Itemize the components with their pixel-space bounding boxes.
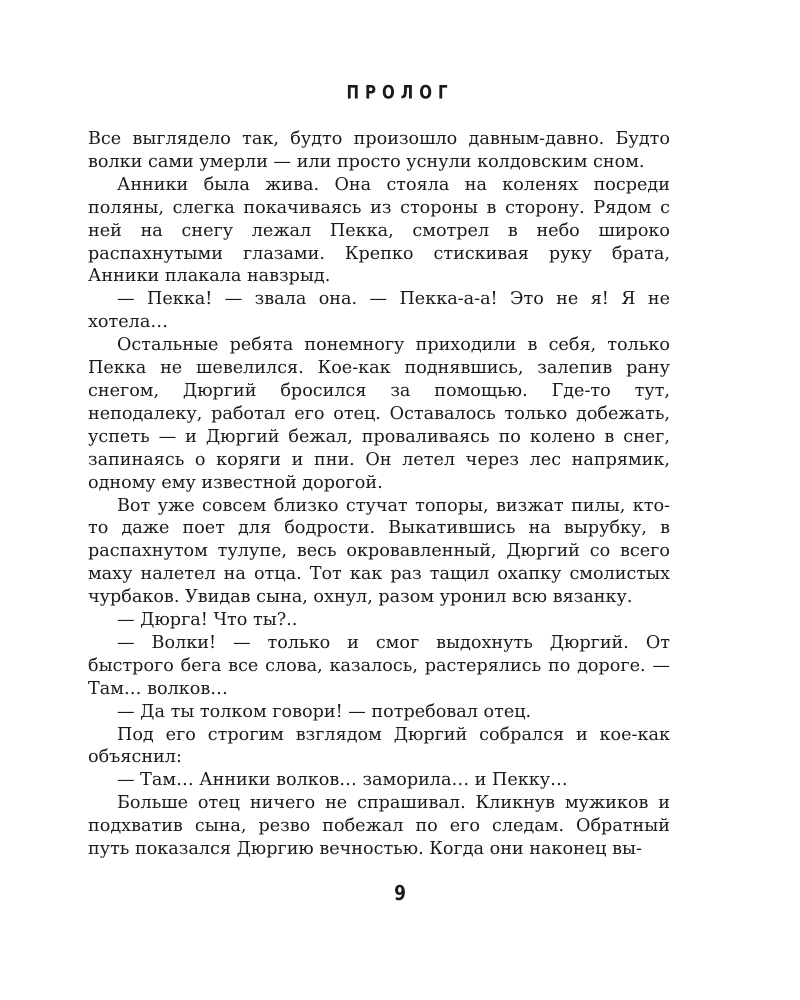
paragraph: Остальные ребята понемногу приходили в себя, только Пекка не шевелился. Кое-как поднявшись, залепив рану снегом, Дюргий бросился за помощью. Где-то тут, неподалеку, работал его отец. Оставалось только добежать, успеть — и Дюргий бежал, проваливаясь по колено в снег, запинаясь о коряги и пни. Он летел через лес напрямик, одному ему известной дорогой. <box>88 335 670 493</box>
paragraph: Все выглядело так, будто произошло давным-давно. Будто волки сами умерли — или просто уснули колдовским сном. <box>88 129 670 172</box>
paragraph: — Пекка! — звала она. — Пекка-а-а! Это не я! Я не хотела… <box>88 289 670 333</box>
paragraph: Анники была жива. Она стояла на коленях посреди поляны, слегка покачиваясь из стороны в сторону. Рядом с ней на снегу лежал Пекка, смотрел в небо широко распахнутыми глазами. Крепко стискивая руку брата, Анники плакала навзрыд. <box>88 174 670 287</box>
body-text <box>88 128 670 861</box>
paragraph: — Волки! — только и смог выдохнуть Дюргий. От быстрого бега все слова, казалось, растерялись по дороге. — Там… волков… <box>88 632 670 699</box>
paragraph: — Там… Анники волков… заморила… и Пекку… <box>117 770 568 791</box>
chapter-title: ПРОЛОГ <box>346 80 454 104</box>
paragraph: Вот уже совсем близко стучат топоры, визжат пилы, кто-то даже поет для бодрости. Выкатившись на вырубку, в распахнутом тулупе, весь окровавленный, Дюргий со всего маху налетел на отца. Тот как раз тащил охапку смолистых чурбаков. Увидав сына, охнул, разом уронил всю вязанку. <box>88 495 670 608</box>
paragraph: Под его строгим взглядом Дюргий собрался и кое-как объяснил: <box>88 724 670 768</box>
paragraph: — Дюрга! Что ты?.. <box>117 610 298 631</box>
paragraph: — Да ты толком говори! — потребовал отец. <box>117 701 532 722</box>
paragraph: Больше отец ничего не спрашивал. Кликнув мужиков и подхватив сына, резво побежал по его следам. Обратный путь показался Дюргию вечностью. Когда они наконец вы- <box>88 793 670 860</box>
page-number: 9 <box>394 882 406 906</box>
